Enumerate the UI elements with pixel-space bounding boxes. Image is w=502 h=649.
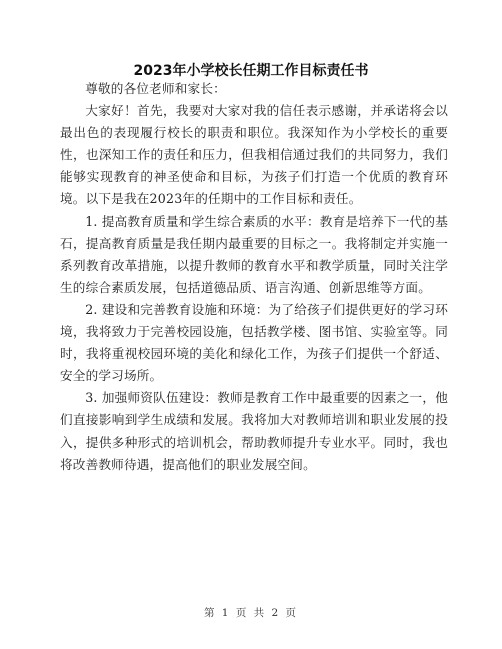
document-title: 2023年小学校长任期工作目标责任书	[133, 63, 369, 79]
paragraph-goal-1: 1. 提高教育质量和学生综合素质的水平：教育是培养下一代的基石，提高教育质量是我任期内最重要的目标之一。我将制定并实施一系列教育改革措施，以提升教师的教育水平和教学质量，同时关注学生的综合素质发展，包括道德品质、语言沟通、创新思维等方面。	[60, 213, 448, 295]
paragraph-goal-2: 2. 建设和完善教育设施和环境：为了给孩子们提供更好的学习环境，我将致力于完善校园设施，包括教学楼、图书馆、实验室等。同时，我将重视校园环境的美化和绿化工作，为孩子们提供一个舒适、安全的学习场所。	[60, 301, 448, 384]
greeting-line: 尊敬的各位老师和家长：	[85, 81, 226, 96]
paragraph-goal-3: 3. 加强师资队伍建设：教师是教育工作中最重要的因素之一，他们直接影响到学生成绩和发展。我将加大对教师培训和职业发展的投入，提供多种形式的培训机会，帮助教师提升专业水平。同时，我也将改善教师待遇，提高他们的职业发展空间。	[60, 390, 448, 472]
paragraph-intro: 大家好！首先，我要对大家对我的信任表示感谢，并承诺将会以最出色的表现履行校长的职责和职位。我深知作为小学校长的重要性，也深知工作的责任和压力，但我相信通过我们的共同努力，我们能够实现教育的神圣使命和目标，为孩子们打造一个优质的教育环境。以下是我在2023年的任期中的工作目标和责任。	[60, 103, 448, 207]
page-number-footer: 第 1 页 共 2 页	[203, 607, 299, 619]
document-body	[60, 78, 448, 476]
